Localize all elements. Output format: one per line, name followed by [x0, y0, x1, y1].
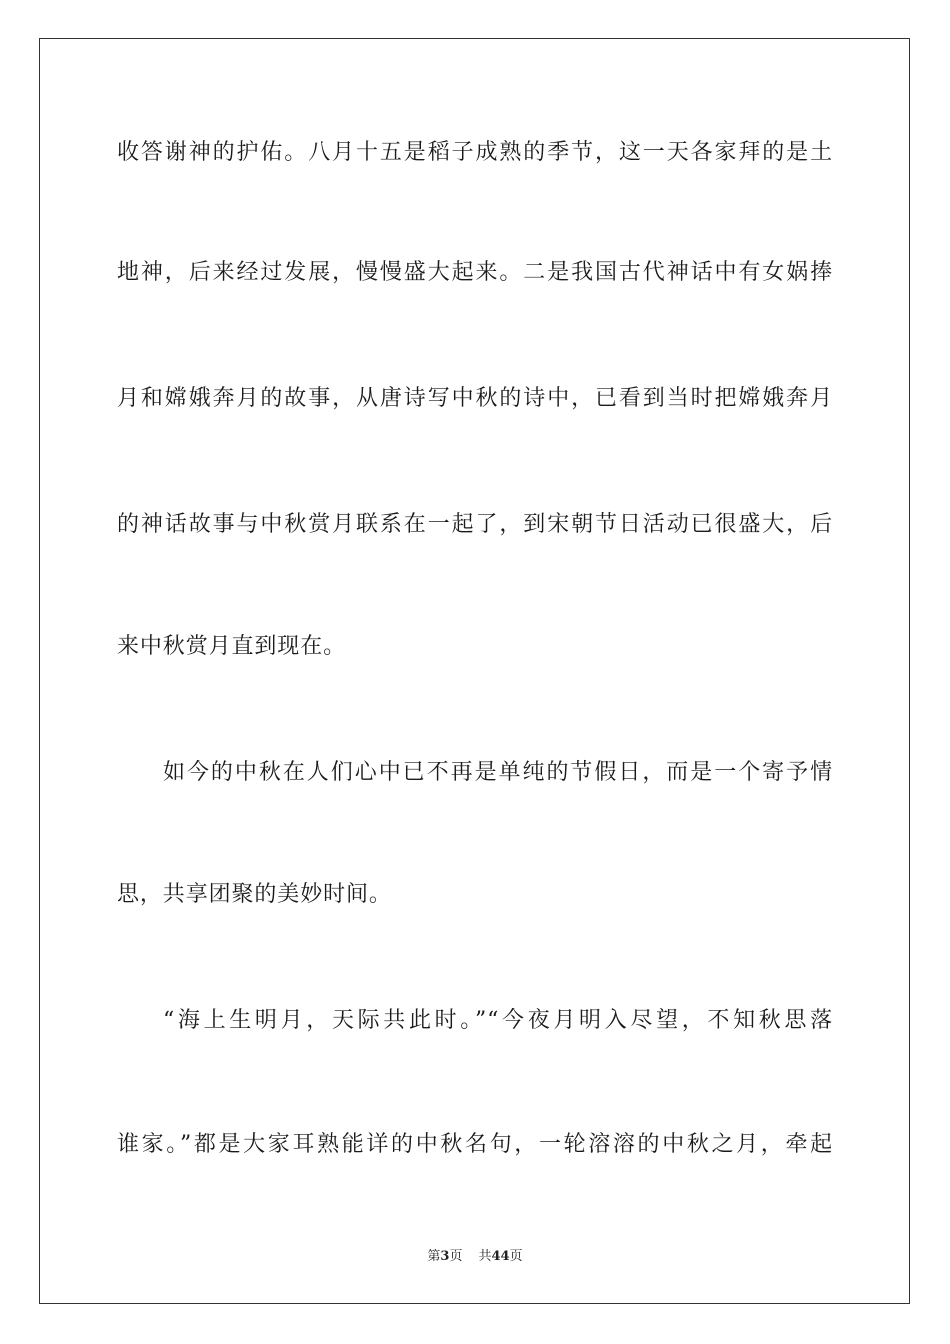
text-line-4: 的神话故事与中秋赏月联系在一起了，到宋朝节日活动已很盛大，后 [117, 512, 833, 537]
page-footer [0, 1248, 950, 1266]
text-line-1: 收答谢神的护佑。八月十五是稻子成熟的季节，这一天各家拜的是土 [117, 140, 833, 165]
page-prefix: 第 [427, 1249, 441, 1264]
text-line-9: 谁家。”都是大家耳熟能详的中秋名句，一轮溶溶的中秋之月，牵起 [117, 1132, 833, 1157]
text-line-2: 地神，后来经过发展，慢慢盛大起来。二是我国古代神话中有女娲捧 [117, 260, 833, 285]
text-line-6: 如今的中秋在人们心中已不再是单纯的节假日，而是一个寄予情 [163, 760, 833, 785]
text-line-3: 月和嫦娥奔月的故事，从唐诗写中秋的诗中，已看到当时把嫦娥奔月 [117, 386, 833, 411]
total-prefix: 共 [478, 1249, 492, 1264]
page-number: 3 [440, 1249, 450, 1264]
page-border [39, 38, 910, 1304]
text-line-7: 思，共享团聚的美妙时间。 [117, 882, 392, 907]
total-pages: 44 [491, 1249, 510, 1264]
page-suffix: 页 [449, 1249, 463, 1264]
text-line-8: “海上生明月，天际共此时。”“今夜月明入尽望，不知秋思落 [163, 1008, 833, 1033]
text-line-5: 来中秋赏月直到现在。 [117, 634, 347, 659]
total-suffix: 页 [509, 1249, 523, 1264]
